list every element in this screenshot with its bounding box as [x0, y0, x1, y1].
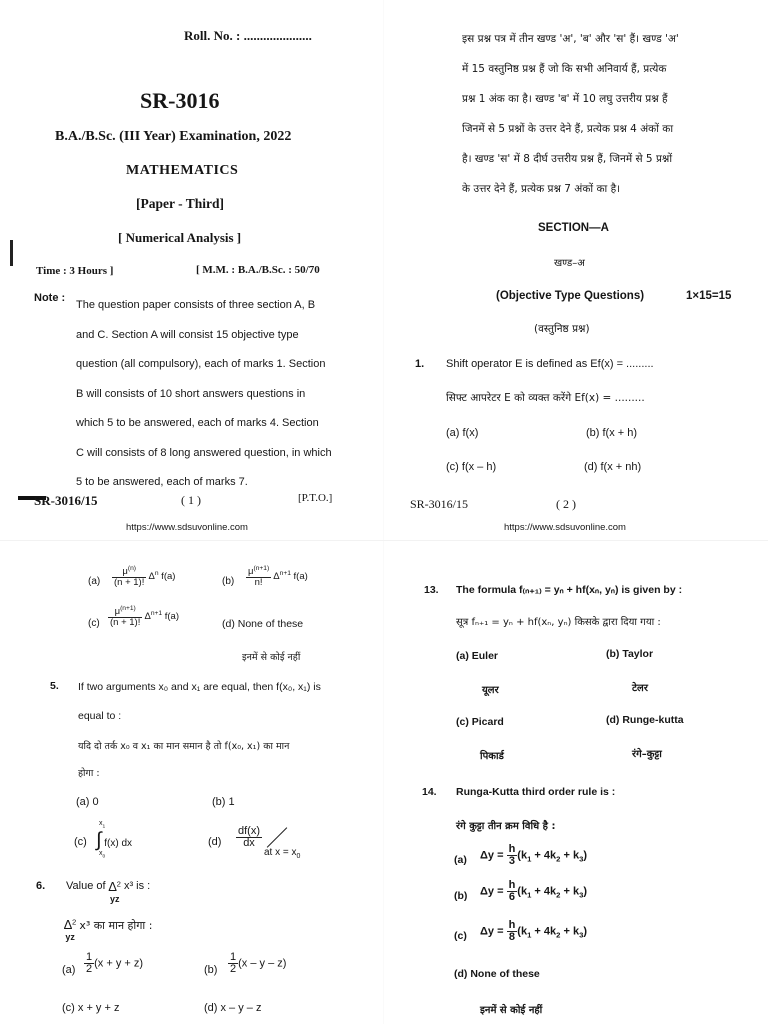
option-b: (b) Taylor — [606, 648, 654, 660]
time-label: Time : 3 Hours ] — [36, 265, 114, 277]
note-line: C will consists of 8 long answered question, in which — [76, 446, 332, 459]
footer-code: SR-3016/15 — [34, 493, 98, 508]
hindi-note-line: जिनमें से 5 प्रश्नों के उत्तर देने हैं, प्रत्येक प्रश्न 4 अंकों का — [462, 123, 674, 135]
question-text-start: Value of — [66, 880, 106, 892]
section-heading-hindi: खण्ड–अ — [554, 258, 585, 269]
footer-url[interactable]: https://www.sdsuvonline.com — [126, 522, 248, 533]
question-text-hindi-rest: x³ का मान होगा : — [79, 919, 153, 932]
hindi-note-line: है। खण्ड 'स' में 8 दीर्घ उत्तरीय प्रश्न हैं, जिनमें से 5 प्रश्नों — [462, 153, 673, 165]
question-text-hindi: रंगे कुट्टा तीन क्रम विधि है : — [456, 821, 556, 832]
scan-mark — [10, 240, 13, 266]
question-text-hindi: सिफ्ट आपरेटर E को व्यक्त करेंगे Ef(x) = ......... — [446, 392, 645, 404]
topic-label: [ Numerical Analysis ] — [118, 230, 242, 245]
question-number: 5. — [50, 680, 59, 692]
option-d-label: (d) — [208, 836, 222, 848]
option-c-formula: $\frac{\mu^{(n+1)}}{(n + 1)!}$ $\Delta^{n+1}$ f(a) — [110, 605, 179, 628]
note-line: B will consists of 10 short answers questions in — [76, 387, 306, 400]
option-d: (d) None of these — [454, 968, 540, 980]
footer-url[interactable]: https://www.sdsuvonline.com — [504, 522, 626, 533]
max-marks: [ M.M. : B.A./B.Sc. : 50/70 — [196, 264, 320, 276]
question-number: 13. — [424, 584, 439, 596]
option-d: (d) Runge-kutta — [606, 714, 684, 726]
subject: MATHEMATICS — [126, 163, 239, 178]
option-c-label: (c) — [454, 930, 467, 942]
option-a-formula: Δy = $\frac{h}{3}$ $(k_1 + 4k_2 + k_3)$ — [480, 843, 588, 867]
divided-difference-operator: ∆$^2$ yz — [64, 917, 77, 942]
page-number: ( 1 ) — [181, 493, 201, 507]
option-c-label: (c) — [74, 836, 87, 848]
question-text-hindi: सूत्र fₙ₊₁ = yₙ + hf(xₙ, yₙ) किसके द्वारा दिया गया : — [456, 617, 661, 628]
option-d: (d) x – y – z — [204, 1002, 262, 1014]
option-d-hindi: इनमें से कोई नहीं — [242, 652, 301, 663]
question-text-end: x³ is : — [123, 880, 151, 892]
derivative-formula: $\frac{df(x)}{dx}$ at $x = x_0$ — [238, 825, 301, 860]
option-d: (d) None of these — [222, 618, 304, 630]
objective-marks: 1×15=15 — [686, 290, 732, 302]
hindi-note-line: प्रश्न 1 अंक का है। खण्ड 'ब' में 10 लघु उत्तरीय प्रश्न हैं — [462, 93, 668, 105]
option-b-formula: $\frac{\mu^{(n+1)}}{n!}$ $\Delta^{n+1}$ f(a) — [248, 565, 308, 588]
question-number: 1. — [415, 358, 425, 370]
note-line: The question paper consists of three section A, B — [76, 299, 316, 311]
page-2 — [384, 0, 768, 533]
option-a-formula: $\frac{\mu^{(n)}}{(n + 1)!}$ $\Delta^n$ f(a) — [114, 565, 176, 588]
option-a: (a) f(x) — [446, 427, 479, 439]
option-b: (b) f(x + h) — [586, 427, 638, 439]
option-b-formula: Δy = $\frac{h}{6}$ $(k_1 + 4k_2 + k_3)$ — [480, 879, 588, 903]
page-number: ( 2 ) — [556, 497, 576, 511]
option-c-hindi: पिकार्ड — [480, 751, 504, 762]
option-d-hindi: रंगे–कुट्टा — [632, 749, 662, 760]
option-a-expr: (x + y + z) — [94, 957, 144, 970]
option-a-formula: $\frac{1}{2}$ (x + y + z) — [86, 951, 144, 975]
question-text-cont: equal to : — [78, 710, 122, 722]
page-4 — [384, 544, 768, 1024]
question-text: Shift operator E is defined as Ef(x) = ......... — [446, 358, 654, 370]
option-c: (c) f(x – h) — [446, 461, 497, 473]
question-number: 14. — [422, 786, 437, 798]
paper-code: SR-3016 — [140, 88, 220, 113]
question-number: 6. — [36, 880, 46, 892]
page-separator — [0, 540, 768, 541]
option-b-label: (b) — [222, 576, 235, 587]
question-text — [66, 880, 150, 905]
page-3 — [0, 544, 384, 1024]
option-a-label: (a) — [88, 576, 101, 587]
exam-title: B.A./B.Sc. (III Year) Examination, 2022 — [55, 129, 292, 144]
option-b-hindi: टेलर — [632, 683, 648, 694]
option-d-hindi: इनमें से कोई नहीं — [480, 1005, 543, 1016]
note-text — [76, 291, 332, 498]
option-b-formula: $\frac{1}{2}$ (x – y – z) — [230, 951, 287, 975]
option-c: (c) Picard — [456, 716, 504, 728]
question-text-hindi: यदि दो तर्क x₀ व x₁ का मान समान है तो f(x₀, x₁) का मान — [78, 741, 290, 752]
section-heading: SECTION—A — [538, 222, 609, 234]
question-text-hindi-cont: होगा : — [78, 768, 100, 779]
option-d: (d) f(x + nh) — [584, 461, 642, 473]
option-a-label: (a) — [62, 964, 76, 976]
option-c: (c) x + y + z — [62, 1002, 120, 1014]
pto-label: [P.T.O.] — [298, 492, 333, 504]
page-1 — [0, 0, 384, 533]
hindi-note-line: में 15 वस्तुनिष्ठ प्रश्न हैं जो कि सभी अनिवार्य हैं, प्रत्येक — [462, 63, 667, 75]
integral-formula: $x_1$ ∫ f(x) dx $x_0$ — [96, 820, 133, 860]
question-text-hindi — [64, 918, 153, 943]
note-line: and C. Section A will consist 15 objective type — [76, 328, 299, 341]
option-a-hindi: यूलर — [482, 685, 499, 696]
roll-number: Roll. No. : ..................... — [184, 28, 312, 43]
objective-title-hindi: (वस्तुनिष्ठ प्रश्न) — [534, 323, 590, 335]
option-b-expr: (x – y – z) — [238, 957, 287, 970]
note-line: 5 to be answered, each of marks 7. — [76, 476, 248, 488]
option-a-label: (a) — [454, 854, 467, 866]
question-text: The formula f₍ₙ₊₁₎ = yₙ + hf(xₙ, yₙ) is given by : — [456, 584, 683, 596]
hindi-note-line: के उत्तर देने हैं, प्रत्येक प्रश्न 7 अंकों का है। — [462, 183, 621, 195]
option-a: (a) Euler — [456, 650, 499, 662]
question-text: Runga-Kutta third order rule is : — [456, 786, 616, 798]
option-b-label: (b) — [204, 964, 218, 976]
objective-title: (Objective Type Questions) — [496, 290, 645, 302]
option-b-label: (b) — [454, 890, 468, 902]
option-c-formula: Δy = $\frac{h}{8}$ $(k_1 + 4k_2 + k_3)$ — [480, 919, 588, 943]
option-b: (b) 1 — [212, 796, 235, 808]
option-a: (a) 0 — [76, 796, 99, 808]
paper-label: [Paper - Third] — [136, 196, 225, 211]
note-line: which 5 to be answered, each of marks 4. Section — [76, 417, 319, 429]
question-text: If two arguments x₀ and x₁ are equal, then f(x₀, x₁) is — [78, 681, 321, 693]
divided-difference-operator: ∆$^2$ yz — [108, 879, 121, 904]
hindi-note — [462, 24, 679, 204]
note-label: Note : — [34, 292, 66, 304]
footer-code: SR-3016/15 — [410, 497, 469, 511]
hindi-note-line: इस प्रश्न पत्र में तीन खण्ड 'अ', 'ब' और 'स' हैं। खण्ड 'अ' — [462, 33, 679, 45]
option-c-label: (c) — [88, 618, 100, 629]
note-line: question (all compulsory), each of marks 1. Section — [76, 358, 326, 370]
